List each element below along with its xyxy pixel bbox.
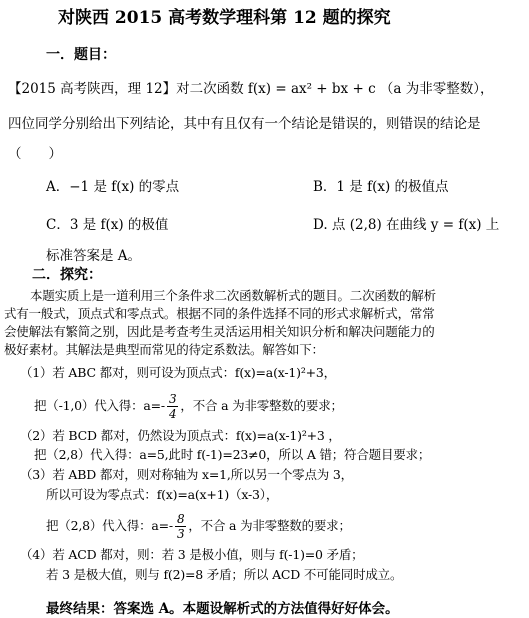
fraction-three-quarters [167,392,178,421]
option-b: B．1 是 f(x) 的极值点 [313,179,449,195]
case-4-line-b: 若 3 是极大值，则与 f(2)=8 矛盾；所以 ACD 不可能同时成立。 [46,567,403,582]
page-title: 对陕西 2015 高考数学理科第 12 题的探究 [58,8,391,28]
paragraph-line-1: 本题实质上是一道利用三个条件求二次函数解析式的题目。二次函数的解析 [30,288,436,303]
case-3-substitution: 把（2,8）代入得：a=- [46,518,173,533]
final-result: 最终结果：答案选 A。本题设解析式的方法值得好好体会。 [46,601,399,617]
option-c: C．3 是 f(x) 的极值 [46,217,169,233]
case-3-conclusion: ，不合 a 为非零整数的要求； [188,518,351,533]
fraction-numerator: 3 [168,392,177,406]
fraction-eight-thirds [175,512,186,541]
standard-answer: 标准答案是 A。 [46,248,142,264]
option-d: D. 点 (2,8) 在曲线 y = f(x) 上 [313,217,500,233]
question-line-3: （ ） [8,146,62,162]
option-a: A．−1 是 f(x) 的零点 [46,179,180,195]
case-3-line-b: 所以可设为零点式：f(x)=a(x+1)（x-3）， [46,487,279,502]
fraction-denominator: 3 [176,527,185,541]
question-line-2: 四位同学分别给出下列结论，其中有且仅有一个结论是错误的，则错误的结论是 [8,116,481,132]
case-1-conclusion: ，不合 a 为非零整数的要求； [180,398,343,413]
paragraph-line-3: 会使解法有繁简之别，因此是考查考生灵活运用相关知识分析和解决问题能力的 [4,324,435,339]
fraction-denominator: 4 [168,407,177,421]
case-1-line-b [34,392,343,421]
case-2-line-a: （2）若 BCD 都对，仍然设为顶点式：f(x)=a(x-1)²+3 ， [20,428,341,443]
case-3-line-c [46,512,351,541]
section-heading-exploration: 二．探究： [32,267,102,283]
case-1-line-a: （1）若 ABC 都对，则可设为顶点式：f(x)=a(x-1)²+3， [20,365,336,380]
paragraph-line-2: 式有一般式，顶点式和零点式。根据不同的条件选择不同的形式求解析式，常常 [4,306,435,321]
section-heading-problem: 一．题目： [46,47,116,63]
case-1-substitution: 把（-1,0）代入得：a=- [34,398,165,413]
case-2-line-b: 把（2,8）代入得：a=5,此时 f(-1)=23≠0，所以 A 错；符合题目要求； [34,447,431,462]
paragraph-line-4: 极好素材。其解法是典型而常见的待定系数法。解答如下： [4,342,324,357]
case-4-line-a: （4）若 ACD 都对，则：若 3 是极小值，则与 f(-1)=0 矛盾； [20,547,364,562]
fraction-numerator: 8 [176,512,185,526]
case-3-line-a: （3）若 ABD 都对，则对称轴为 x=1,所以另一个零点为 3， [20,467,353,482]
question-line-1: 【2015 高考陕西，理 12】对二次函数 f(x) = ax² + bx + c （a 为非零整数）， [8,81,494,97]
